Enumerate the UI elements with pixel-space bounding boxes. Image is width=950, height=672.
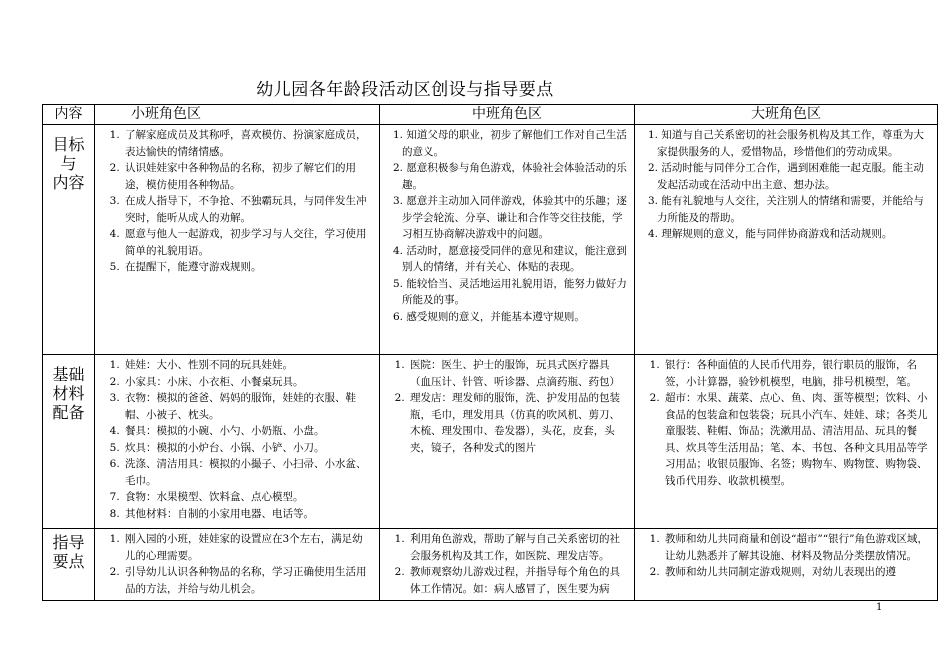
list-item: 1. 银行：各种面值的人民币代用券，银行职员的服饰，名签，小计算器，验钞机模型，电脑，排号机模型，笔。 (663, 357, 931, 390)
list-item: 3. 愿意并主动加入同伴游戏，体验其中的乐趣；逐步学会轮流、分享、谦让和合作等交往技能，学习相互协商解决游戏中的问题。 (393, 195, 627, 240)
list-item: 4. 活动时，愿意接受同伴的意见和建议，能注意到别人的情绪，并有关心、体贴的表现。 (393, 244, 627, 273)
list-item: 3. 能有礼貌地与人交往，关注别人的情绪和需要，并能给与力所能及的帮助。 (648, 195, 924, 224)
header-small-class: 小班角色区 (95, 105, 380, 125)
row-label-line: 材料 (52, 384, 85, 403)
guidance-middle-cell (380, 529, 635, 601)
row-label-line: 指导 (52, 533, 85, 552)
list-item: 1. 知道与自己关系密切的社会服务机构及其工作，尊重为大家提供服务的人，爱惜物品，珍惜他们的劳动成果。 (648, 129, 924, 158)
guidance-large-cell (635, 529, 938, 601)
list-item: 1. 医院：医生、护士的服饰，玩具式医疗器具（血压计、针管、听诊器、点滴药瓶、药包） (408, 357, 628, 390)
list-item: 1. 刚入园的小班，娃娃家的设置应在3个左右，满足幼儿的心理需要。 (123, 531, 373, 564)
activity-table (42, 104, 938, 601)
header-row (43, 105, 938, 125)
row-guidance (43, 529, 938, 601)
materials-small-cell (95, 355, 380, 529)
list-item: 2. 小家具：小床、小衣柜、小餐桌玩具。 (123, 374, 373, 391)
row-label-line: 目标 (52, 135, 85, 154)
list-item: 4. 理解规则的意义，能与同伴协商游戏和活动规则。 (648, 228, 893, 240)
list-item: 5. 炊具：模拟的小炉台、小锅、小铲、小刀。 (123, 440, 373, 457)
list-item: 3. 在成人指导下，不争抢、不独霸玩具，与同伴发生冲突时，能听从成人的劝解。 (123, 193, 373, 226)
row-label-line: 要点 (52, 552, 85, 571)
list-item: 3. 衣物：模拟的爸爸、妈妈的服饰，娃娃的衣服、鞋帽、小被子、枕头。 (123, 390, 373, 423)
goals-small-cell (95, 125, 380, 355)
row-label-line: 配备 (52, 403, 85, 422)
list-item: 2. 引导幼儿认识各种物品的名称，学习正确使用生活用品的方法，并给与幼儿机会。 (123, 564, 373, 597)
list-item: 1. 了解家庭成员及其称呼，喜欢模仿、扮演家庭成员，表达愉快的情绪情感。 (123, 127, 373, 160)
page-title: 幼儿园各年龄段活动区创设与指导要点 (256, 80, 554, 100)
row-label-guidance (43, 529, 95, 601)
list-item: 6. 洗涤、清洁用具：模拟的小撮子、小扫帚、小水盆、毛巾。 (123, 456, 373, 489)
header-content: 内容 (43, 105, 95, 125)
materials-middle-cell (380, 355, 635, 529)
row-label-goals (43, 125, 95, 355)
row-label-line: 内容 (52, 173, 85, 192)
list-item: 6. 感受规则的意义，并能基本遵守规则。 (393, 310, 585, 323)
goals-large-cell (635, 125, 938, 355)
list-item: 5. 能较恰当、灵活地运用礼貌用语，能努力做好力所能及的事。 (393, 277, 627, 306)
row-label-materials (43, 355, 95, 529)
row-label-line: 与 (60, 154, 77, 173)
list-item: 2. 活动时能与同伴分工合作，遇到困难能一起克服。能主动发起活动或在活动中出主意、想办法。 (648, 162, 924, 191)
list-item: 2. 愿意积极参与角色游戏，体验社会体验活动的乐趣。 (393, 162, 627, 191)
guidance-small-cell (95, 529, 380, 601)
materials-large-cell (635, 355, 938, 529)
list-item: 1. 教师和幼儿共同商量和创设“超市”“银行”角色游戏区域，让幼儿熟悉并了解其设施、材料及物品分类摆放情况。 (663, 531, 931, 564)
list-item: 2. 认识娃娃家中各种物品的名称，初步了解它们的用途，模仿使用各种物品。 (123, 160, 373, 193)
list-item: 1. 娃娃：大小、性别不同的玩具娃娃。 (123, 357, 373, 374)
list-item: 2. 教师和幼儿共同制定游戏规则，对幼儿表现出的遵 (663, 564, 931, 581)
list-item: 4. 愿意与他人一起游戏，初步学习与人交往，学习使用简单的礼貌用语。 (123, 226, 373, 259)
goals-middle-cell (380, 125, 635, 355)
list-item: 8. 其他材料：自制的小家用电器、电话等。 (123, 506, 373, 523)
header-large-class: 大班角色区 (635, 105, 938, 125)
row-goals (43, 125, 938, 355)
row-label-line: 基础 (52, 365, 85, 384)
list-item: 1. 知道父母的职业，初步了解他们工作对自己生活的意义。 (393, 129, 627, 158)
list-item: 7. 食物：水果模型、饮料盒、点心模型。 (123, 489, 373, 506)
list-item: 2. 教师观察幼儿游戏过程，并指导每个角色的具体工作情况。如：病人感冒了，医生要为病 (408, 564, 628, 597)
header-middle-class: 中班角色区 (380, 105, 635, 125)
list-item: 5. 在提醒下，能遵守游戏规则。 (123, 259, 373, 276)
list-item: 1. 利用角色游戏，帮助了解与自己关系密切的社会服务机构及其工作，如医院、理发店等。 (408, 531, 628, 564)
list-item: 4. 餐具：模拟的小碗、小勺、小奶瓶、小盘。 (123, 423, 373, 440)
list-item: 2. 超市：水果、蔬菜、点心、鱼、肉、蛋等模型；饮料、小食品的包装盒和包装袋；玩具小汽车、娃娃、球；各类儿童服装、鞋帽、饰品；洗漱用品、清洁用品、玩具的餐具、炊具等生活用品；笔、本、书包、各种文具用品等学习用品；收银员服饰、名签；购物车、购物筐、购物袋、钱币代用券、收款机模型。 (663, 390, 931, 489)
page-number: 1 (876, 602, 883, 613)
list-item: 2. 理发店：理发师的服饰，洗、护发用品的包装瓶，毛巾，理发用具（仿真的吹风机、剪刀、木梳、理发围巾、卷发器），头花，皮套，头夹，镜子，各种发式的图片 (408, 390, 628, 456)
row-materials (43, 355, 938, 529)
